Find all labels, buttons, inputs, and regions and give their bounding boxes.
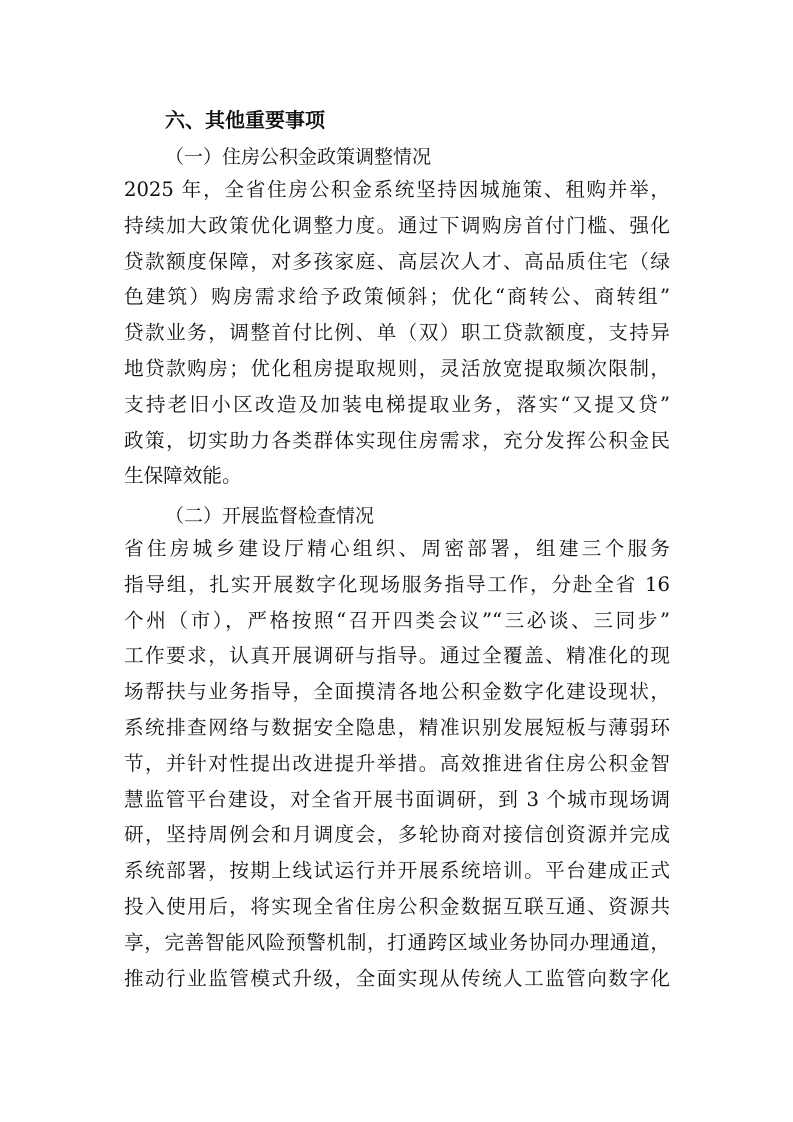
text-line: 支持老旧小区改造及加装电梯提取业务，落实“又提又贷” [124,392,670,416]
text-line: 2025 年，全省住房公积金系统坚持因城施策、租购并举， [124,178,670,201]
subsection-title-policy: （一）住房公积金政策调整情况 [165,146,432,168]
paragraph-supervision [124,531,670,996]
text-line: 投入使用后，将实现全省住房公积金数据互联互通、资源共 [124,894,670,918]
text-line: 贷款业务，调整首付比例、单（双）职工贷款额度，支持异 [124,321,670,345]
text-line: 系统部署，按期上线试运行并开展系统培训。平台建成正式 [124,859,670,883]
text-line: 慧监管平台建设，对全省开展书面调研，到 3 个城市现场调 [124,787,670,811]
section-heading: 六、其他重要事项 [165,108,325,132]
text-line: 政策，切实助力各类群体实现住房需求，充分发挥公积金民 [124,428,670,452]
text-line: 享，完善智能风险预警机制，打通跨区域业务协同办理通道， [124,930,670,954]
text-line: 地贷款购房；优化租房提取规则，灵活放宽提取频次限制， [124,356,670,380]
paragraph-policy [124,172,670,494]
text-line: 个州（市），严格按照“召开四类会议”“三必谈、三同步” [124,608,670,632]
text-line: 推动行业监管模式升级，全面实现从传统人工监管向数字化 [124,966,670,990]
text-line: 持续加大政策优化调整力度。通过下调购房首付门槛、强化 [124,213,670,237]
text-line: 色建筑）购房需求给予政策倾斜；优化“商转公、商转组” [124,285,670,309]
text-line: 节，并针对性提出改进提升举措。高效推进省住房公积金智 [124,751,670,775]
text-line: 场帮扶与业务指导，全面摸清各地公积金数字化建设现状， [124,680,670,704]
subsection-title-supervision: （二）开展监督检查情况 [165,505,375,527]
text-line: 省住房城乡建设厅精心组织、周密部署，组建三个服务 [124,537,670,560]
text-line: 贷款额度保障，对多孩家庭、高层次人才、高品质住宅（绿 [124,249,670,273]
text-line: 系统排查网络与数据安全隐患，精准识别发展短板与薄弱环 [124,715,670,739]
text-line: 工作要求，认真开展调研与指导。通过全覆盖、精准化的现 [124,644,670,668]
text-line: 研，坚持周例会和月调度会，多轮协商对接信创资源并完成 [124,823,670,847]
text-line: 指导组，扎实开展数字化现场服务指导工作，分赴全省 16 [124,572,670,596]
text-line: 生保障效能。 [124,464,242,488]
